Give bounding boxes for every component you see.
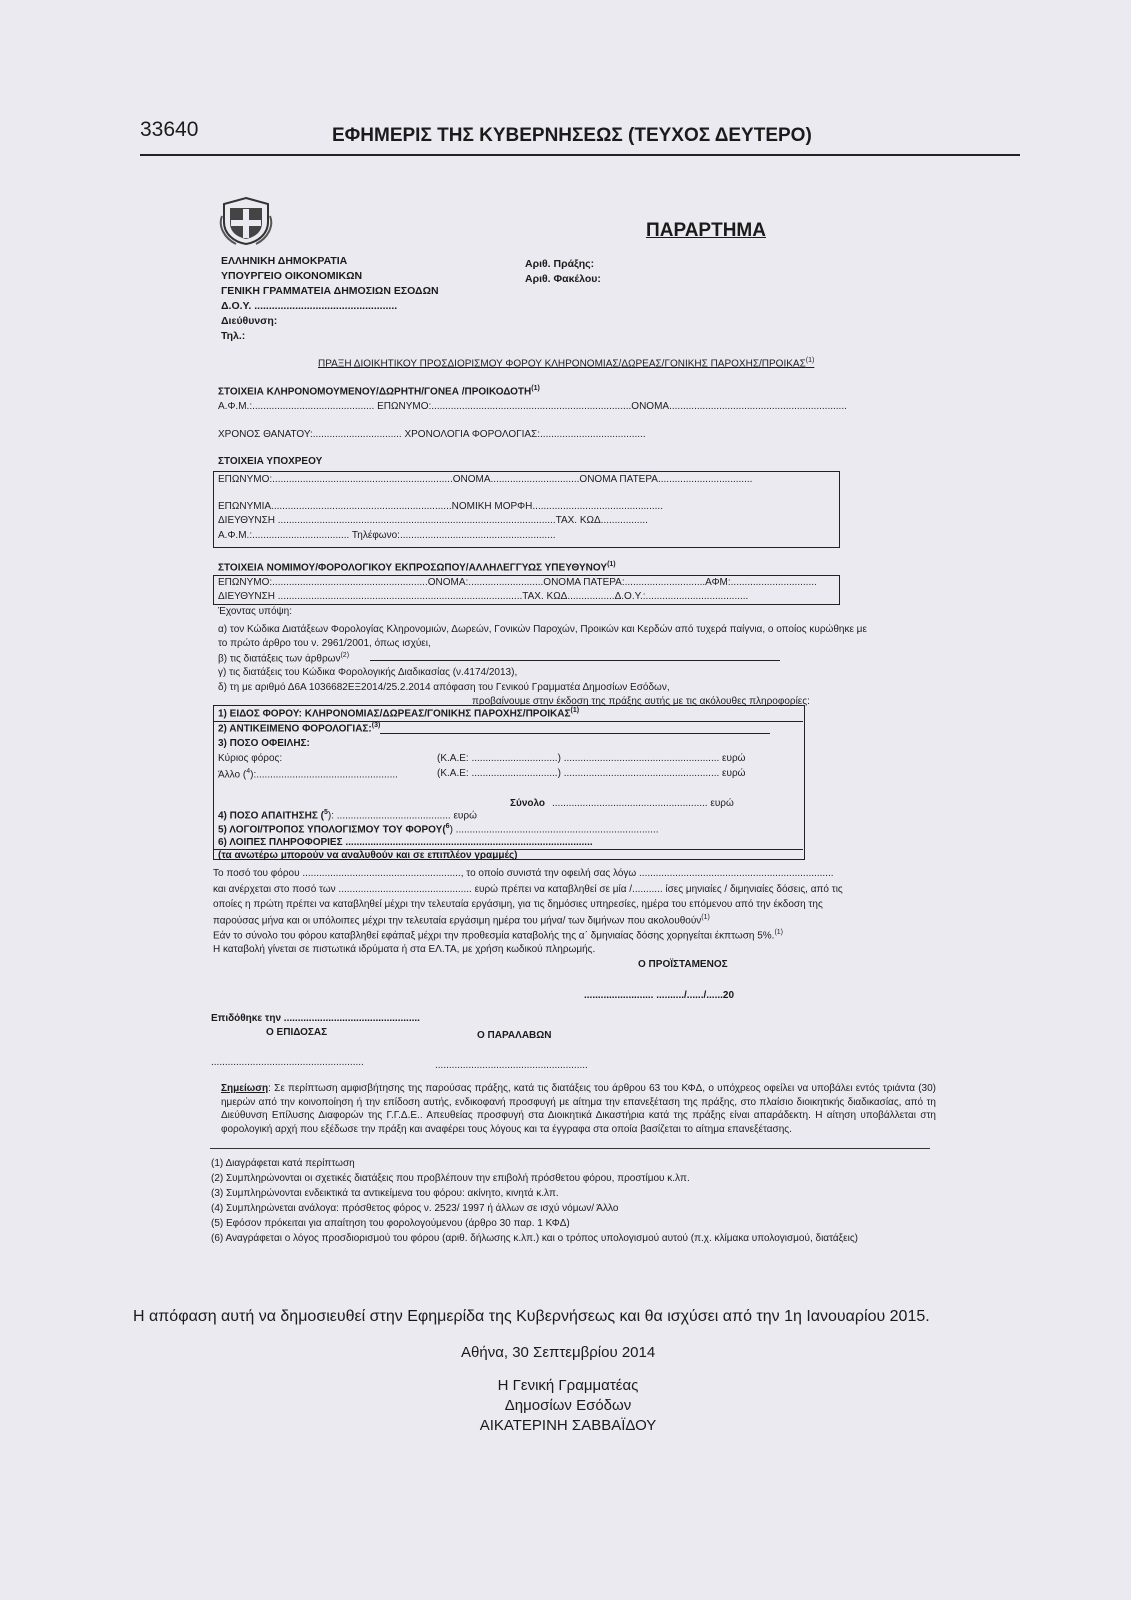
obligor-line-2: ΕΠΩΝΥΜΙΑ.................................................................ΝΟΜΙΚΗ ΜΟΡΦΗ...............................................	[218, 501, 663, 512]
main-tax-label: Κύριος φόρος:	[218, 753, 283, 764]
file-number-label: Αριθ. Φακέλου:	[525, 273, 601, 285]
payment-line-5-text: Εάν το σύνολο του φόρου καταβληθεί εφάπαξ μέχρι την προθεσμία καταβολής της α΄ δμηνιαίας δόσης χορηγείται έκπτωση 5%.	[213, 930, 775, 942]
calculation-reasons-text: 5) ΛΟΓΟΙ/ΤΡΟΠΟΣ ΥΠΟΛΟΓΙΣΜΟΥ ΤΟΥ ΦΟΡΟΥ(	[218, 824, 446, 836]
considering-d: δ) τη με αριθμό Δ6Α 1036682ΕΞ2014/25.2.2014 απόφαση του Γενικού Γραμματέα Δημοσίων Εσόδων,	[218, 682, 670, 693]
footnote-4: (4) Συμπληρώνεται ανάλογα: πρόσθετος φόρος ν. 2523/ 1997 ή άλλων σε ισχύ νόμων/ Άλλο	[211, 1203, 619, 1214]
header-rule	[140, 154, 1020, 156]
representative-heading	[218, 561, 616, 573]
calculation-reasons	[218, 823, 659, 835]
head-date-line: ......................... ........../....../......20	[584, 990, 735, 1001]
expansion-note: (τα ανωτέρω μπορούν να αναλυθούν και σε επιπλέον γραμμές)	[218, 850, 518, 861]
payment-line-4-sup: (1)	[701, 914, 710, 921]
footnotes	[211, 1156, 936, 1246]
payment-line-4-text: παρούσας μήνα και οι υπόλοιπες μέχρι την τελευταία εργάσιμη ημέρα του μήνα/ των διμήνων που ακολουθούν	[213, 915, 702, 927]
tax-type	[218, 707, 579, 719]
other-charge-end: ):...................................................	[250, 769, 398, 781]
tax-type-sup: (1)	[570, 707, 580, 714]
tax-object	[218, 722, 380, 734]
signer-name: ΑΙΚΑΤΕΡΙΝΗ ΣΑΒΒΑΪΔΟΥ	[479, 1417, 657, 1434]
calculation-reasons-end: ) .........................................................................	[449, 824, 659, 836]
obligor-line-4: Α.Φ.Μ.:................................... Τηλέφωνο:........................................................	[218, 530, 556, 541]
donor-heading-text: ΣΤΟΙΧΕΙΑ ΚΛΗΡΟΝΟΜΟΥΜΕΝΟΥ/ΔΩΡΗΤΗ/ΓΟΝΕΑ /ΠΡΟΙΚΟΔΟΤΗ	[218, 386, 532, 398]
payment-line-2: και ανέρχεται στο ποσό των ................................................ ευρώ πρέπει να καταβληθεί σε μία /........... ίσες μηνιαίες / διμηνιαίες δόσεις, από τις	[213, 884, 843, 895]
considering-a-line-2: το πρώτο άρθρο του ν. 2961/2001, όπως ισχύει,	[218, 638, 431, 649]
remarks-text: : Σε περίπτωση αμφισβήτησης της παρούσας πράξης, κατά τις διατάξεις του άρθρου 63 του ΚΦΔ, ο υπόχρεος οφείλει να υποβάλει εντός τριάντα (30) ημερών από την κοινοποίηση ή την επίδοση αυτής, ενδικοφανή προσφυγή με αίτημα την επανεξέταση της πράξης, στο πλαίσιο διοικητικής διαδικασίας, από τη Διεύθυνση Επίλυσης Διαφορών της Γ.Γ.Δ.Ε.. Απευθείας προσφυγή στα Διοικητικά Δικαστήρια κατά της πράξης είναι απαράδεκτη. Η αίτηση υποβάλλεται στη φορολογική αρχή που εξέδωσε την πράξη και αναφέρει τους λόγους και τα έγγραφα στα οποία βασίζεται το αίτημα επανεξέτασης.	[221, 1083, 936, 1135]
annex-title: ΠΑΡΑΡΤΗΜΑ	[646, 220, 766, 241]
tax-object-sup: (3)	[371, 722, 381, 729]
issuer-doy: Δ.Ο.Υ. .................................................	[221, 300, 398, 312]
signing-date: Αθήνα, 30 Σεπτεμβρίου 2014	[461, 1344, 656, 1361]
representative-heading-sup: (1)	[607, 561, 616, 568]
tax-object-fill-line	[380, 733, 770, 734]
kae-row-2: (Κ.Α.Ε: ...............................) ........................................................ ευρώ	[437, 768, 746, 779]
obligor-line-1: ΕΠΩΝΥΜΟ:.................................................................ΟΝΟΜΑ................................ΟΝΟΜΑ ΠΑΤΕΡΑ..................................	[218, 474, 753, 485]
considering-b-text: β) τις διατάξεις των άρθρων	[218, 653, 341, 665]
footnote-rule	[210, 1148, 930, 1149]
total-label: Σύνολο	[510, 798, 546, 809]
obligor-line-3: ΔΙΕΥΘΥΝΣΗ ....................................................................................................ΤΑΧ. ΚΩΔ.................	[218, 515, 648, 526]
donor-line-2: ΧΡΟΝΟΣ ΘΑΝΑΤΟΥ:................................ ΧΡΟΝΟΛΟΓΙΑ ΦΟΡΟΛΟΓΙΑΣ:......................................	[218, 429, 646, 440]
payment-line-5-sup: (1)	[774, 929, 783, 936]
considering-b-fill-line	[370, 660, 780, 661]
kae-row-1: (Κ.Α.Ε: ...............................) ........................................................ ευρώ	[437, 753, 746, 764]
calculation-reasons-sup: 6	[445, 823, 450, 830]
form-title	[318, 357, 814, 369]
issuer-secretariat: ΓΕΝΙΚΗ ΓΡΑΜΜΑΤΕΙΑ ΔΗΜΟΣΙΩΝ ΕΣΟΔΩΝ	[221, 285, 439, 297]
signer-title-1: Η Γενική Γραμματέας	[497, 1377, 639, 1394]
reference-block	[525, 257, 601, 287]
issuer-block	[221, 254, 481, 344]
donor-heading-sup: (1)	[531, 385, 540, 392]
considering-b-sup: (2)	[340, 652, 350, 659]
act-number-label: Αριθ. Πράξης:	[525, 258, 595, 270]
issuer-country: ΕΛΛΗΝΙΚΗ ΔΗΜΟΚΡΑΤΙΑ	[221, 255, 348, 267]
delivered-on: Επιδόθηκε την .................................................	[211, 1013, 420, 1024]
obligor-heading: ΣΤΟΙΧΕΙΑ ΥΠΟΧΡΕΟΥ	[218, 456, 323, 467]
donor-heading	[218, 385, 540, 397]
amount-due-heading: 3) ΠΟΣΟ ΟΦΕΙΛΗΣ:	[218, 738, 310, 749]
payment-line-5	[213, 929, 783, 941]
other-charge-label	[218, 768, 398, 780]
head-title: Ο ΠΡΟΪΣΤΑΜΕΝΟΣ	[638, 959, 728, 970]
gazette-title: ΕΦΗΜΕΡΙΣ ΤΗΣ ΚΥΒΕΡΝΗΣΕΩΣ (ΤΕΥΧΟΣ ΔΕΥΤΕΡΟ)	[332, 125, 812, 146]
other-charge-text: Άλλο (	[218, 769, 247, 781]
signer-title-2: Δημοσίων Εσόδων	[504, 1397, 632, 1414]
remarks-paragraph	[221, 1082, 936, 1136]
footnote-3: (3) Συμπληρώνονται ενδεικτικά τα αντικείμενα του φόρου: ακίνητο, κινητά κ.λπ.	[211, 1188, 559, 1199]
claim-amount-end: ): ......................................... ευρώ	[327, 810, 477, 822]
footnote-6: (6) Αναγράφεται ο λόγος προσδιορισμού του φόρου (αριθ. δήλωσης κ.λπ.) και ο τρόπος υπολογισμού αυτού (π.χ. κλίμακα υπολογισμού, διατάξεις)	[211, 1233, 858, 1244]
issuer-phone: Τηλ.:	[221, 330, 246, 342]
representative-line-2: ΔΙΕΥΘΥΝΣΗ ........................................................................................ΤΑΧ. ΚΩΔ.................Δ.Ο.Υ.:.....................................	[218, 591, 749, 602]
representative-heading-text: ΣΤΟΙΧΕΙΑ ΝΟΜΙΜΟΥ/ΦΟΡΟΛΟΓΙΚΟΥ ΕΚΠΡΟΣΩΠΟΥ/ΑΛΛΗΛΕΓΓΥΩΣ ΥΠΕΥΘΥΝΟΥ	[218, 562, 608, 574]
considering-proceed: προβαίνουμε στην έκδοση της πράξης αυτής με τις ακόλουθες πληροφορίες:	[472, 696, 810, 707]
claim-amount	[218, 809, 477, 821]
payment-line-1: Το ποσό του φόρου ........................................................., το οποίο συνιστά την οφειλή σας λόγω ......................................................................	[213, 868, 834, 879]
tax-type-text: 1) ΕΙΔΟΣ ΦΟΡΟΥ: ΚΛΗΡΟΝΟΜΙΑΣ/ΔΩΡΕΑΣ/ΓΟΝΙΚΗΣ ΠΑΡΟΧΗΣ/ΠΡΟΙΚΑΣ	[218, 708, 571, 720]
claim-amount-sup: 5	[323, 809, 328, 816]
representative-line-1: ΕΠΩΝΥΜΟ:........................................................ΟΝΟΜΑ:...........................ΟΝΟΜΑ ΠΑΤΕΡΑ:.............................ΑΦΜ:...............................	[218, 577, 817, 588]
greek-coat-of-arms-icon	[218, 196, 274, 246]
issuer-address: Διεύθυνση:	[221, 315, 278, 327]
tax-object-text: 2) ΑΝΤΙΚΕΙΜΕΝΟ ΦΟΡΟΛΟΓΙΑΣ:	[218, 723, 372, 735]
receiver-signature-line: .......................................................	[435, 1060, 588, 1071]
deliverer-signature-line: .......................................................	[211, 1057, 364, 1068]
form-title-text: ΠΡΑΞΗ ΔΙΟΙΚΗΤΙΚΟΥ ΠΡΟΣΔΙΟΡΙΣΜΟΥ ΦΟΡΟΥ ΚΛΗΡΟΝΟΜΙΑΣ/ΔΩΡΕΑΣ/ΓΟΝΙΚΗΣ ΠΑΡΟΧΗΣ/ΠΡΟΙΚΑΣ	[318, 358, 806, 370]
footnote-5: (5) Εφόσον πρόκειται για απαίτηση του φορολογούμενου (άρθρο 30 παρ. 1 ΚΦΔ)	[211, 1218, 570, 1229]
remarks-label: Σημείωση	[221, 1083, 269, 1094]
considering-c: γ) τις διατάξεις του Κώδικα Φορολογικής Διαδικασίας (ν.4174/2013),	[218, 667, 518, 678]
claim-amount-text: 4) ΠΟΣΟ ΑΠΑΙΤΗΣΗΣ (	[218, 810, 324, 822]
form-title-sup: (1)	[805, 357, 815, 364]
total-value: ........................................................ ευρώ	[552, 798, 734, 809]
issuer-ministry: ΥΠΟΥΡΓΕΙΟ ΟΙΚΟΝΟΜΙΚΩΝ	[221, 270, 363, 282]
signer-block	[468, 1376, 668, 1436]
footnote-2: (2) Συμπληρώνονται οι σχετικές διατάξεις που προβλέπουν την επιβολή πρόσθετου φόρου, προστίμου κ.λπ.	[211, 1173, 690, 1184]
payment-line-4	[213, 914, 710, 926]
considering-a-line-1: α) τον Κώδικα Διατάξεων Φορολογίας Κληρονομιών, Δωρεών, Γονικών Παροχών, Προικών και Κερδών από τυχερά παίγνια, ο οποίος κυρώθηκε με	[218, 624, 867, 635]
footnote-1: (1) Διαγράφεται κατά περίπτωση	[211, 1158, 355, 1169]
donor-line-1: Α.Φ.Μ.:............................................ ΕΠΩΝΥΜΟ:........................................................................ΟΝΟΜΑ................................................................	[218, 401, 847, 412]
decision-statement: Η απόφαση αυτή να δημοσιευθεί στην Εφημερίδα της Κυβερνήσεως και θα ισχύσει από την 1η Ιανουαρίου 2015.	[133, 1308, 930, 1325]
other-information: 6) ΛΟΙΠΕΣ ΠΛΗΡΟΦΟΡΙΕΣ .........................................................................................	[218, 837, 593, 848]
receiver-label: Ο ΠΑΡΑΛΑΒΩΝ	[477, 1030, 552, 1041]
page-number: 33640	[140, 118, 199, 141]
payment-line-3: οποίες η πρώτη πρέπει να καταβληθεί μέχρι την τελευταία εργάσιμη, για τις δημόσιες υπηρεσίες, ημέρα του επόμενου από την έκδοση της	[213, 899, 823, 910]
considering-intro: Έχοντας υπόψη:	[218, 606, 292, 617]
payment-line-6: Η καταβολή γίνεται σε πιστωτικά ιδρύματα ή στα ΕΛ.ΤΑ, με χρήση κωδικού πληρωμής.	[213, 944, 596, 955]
deliverer-label: Ο ΕΠΙΔΟΣΑΣ	[266, 1027, 328, 1038]
other-charge-sup: 4	[246, 768, 251, 775]
considering-b	[218, 652, 349, 664]
